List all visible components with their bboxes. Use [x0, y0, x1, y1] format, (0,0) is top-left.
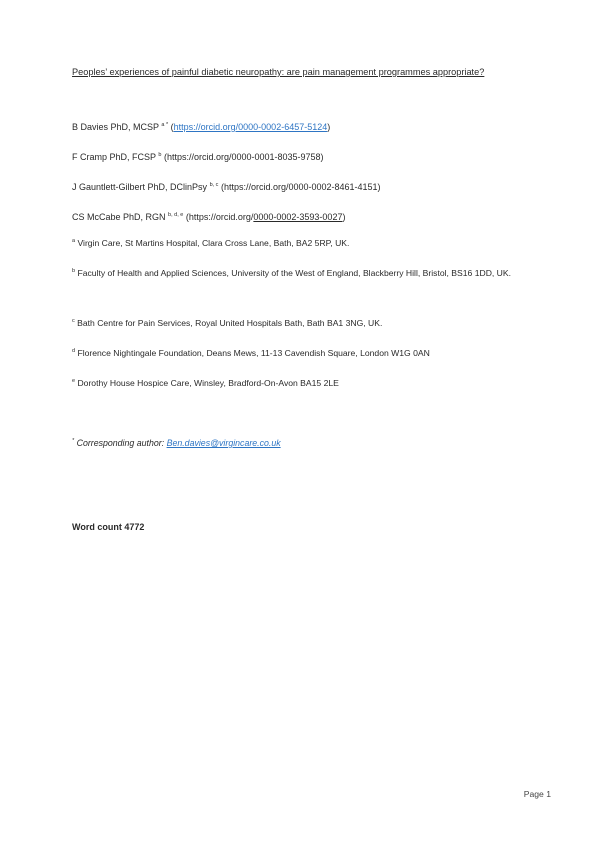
author-line-gauntlett-gilbert	[72, 181, 381, 193]
orcid-text-underlined: 0000-0002-3593-0027	[253, 212, 343, 222]
orcid-text: https://orcid.org/0000-0002-8461-4151	[223, 182, 378, 192]
affiliation-text: Bath Centre for Pain Services, Royal United Hospitals Bath, Bath BA1 3NG, UK.	[77, 318, 383, 328]
author-name: F Cramp PhD, FCSP	[72, 152, 156, 162]
affiliation-b	[72, 264, 542, 282]
affiliation-text: Dorothy House Hospice Care, Winsley, Bradford-On-Avon BA15 2LE	[77, 378, 339, 388]
affiliation-marker: a	[72, 238, 76, 244]
affiliation-text: Florence Nightingale Foundation, Deans Mews, 11-13 Cavendish Square, London W1G 0AN	[77, 348, 430, 358]
author-line-davies	[72, 121, 330, 133]
affiliation-text: Faculty of Health and Applied Sciences, University of the West of England, Blackberry Hill, Bristol, BS16 1DD, UK.	[77, 268, 511, 278]
corresponding-author	[72, 437, 281, 449]
orcid-close-paren: )	[377, 182, 381, 192]
orcid-open-paren: (	[168, 122, 174, 132]
author-affiliation-marker: b, c	[209, 182, 219, 188]
affiliation-c	[72, 317, 382, 329]
author-line-cramp	[72, 151, 324, 163]
paper-title: Peoples’ experiences of painful diabetic neuropathy: are pain management programmes appropriate?	[72, 67, 485, 77]
affiliation-d	[72, 347, 430, 359]
corresponding-label: Corresponding author:	[76, 438, 167, 448]
corresponding-email-link[interactable]: Ben.davies@virgincare.co.uk	[166, 438, 281, 448]
affiliation-marker: c	[72, 318, 75, 324]
affiliation-a	[72, 237, 349, 249]
author-affiliation-marker: a *	[161, 122, 169, 128]
author-line-mccabe	[72, 211, 345, 223]
affiliation-marker: b	[72, 268, 76, 274]
orcid-open-paren: (	[161, 152, 167, 162]
orcid-link[interactable]: https://orcid.org/0000-0002-6457-5124	[173, 122, 328, 132]
page-number: Page 1	[523, 789, 551, 799]
author-name: CS McCabe PhD, RGN	[72, 212, 166, 222]
affiliation-marker: e	[72, 378, 76, 384]
orcid-open-paren: (	[218, 182, 224, 192]
orcid-text: https://orcid.org/0000-0001-8035-9758	[166, 152, 321, 162]
orcid-close-paren: )	[342, 212, 346, 222]
orcid-text-prefix: https://orcid.org/	[188, 212, 254, 222]
orcid-close-paren: )	[327, 122, 331, 132]
word-count: Word count 4772	[72, 522, 145, 532]
orcid-close-paren: )	[320, 152, 324, 162]
corresponding-marker: *	[72, 438, 75, 444]
author-name: B Davies PhD, MCSP	[72, 122, 159, 132]
affiliation-text: Virgin Care, St Martins Hospital, Clara Cross Lane, Bath, BA2 5RP, UK.	[77, 238, 350, 248]
orcid-open-paren: (	[183, 212, 189, 222]
author-affiliation-marker: b	[158, 152, 162, 158]
affiliation-e	[72, 377, 339, 389]
affiliation-marker: d	[72, 348, 76, 354]
author-name: J Gauntlett-Gilbert PhD, DClinPsy	[72, 182, 208, 192]
author-affiliation-marker: b, d, e	[168, 212, 184, 218]
